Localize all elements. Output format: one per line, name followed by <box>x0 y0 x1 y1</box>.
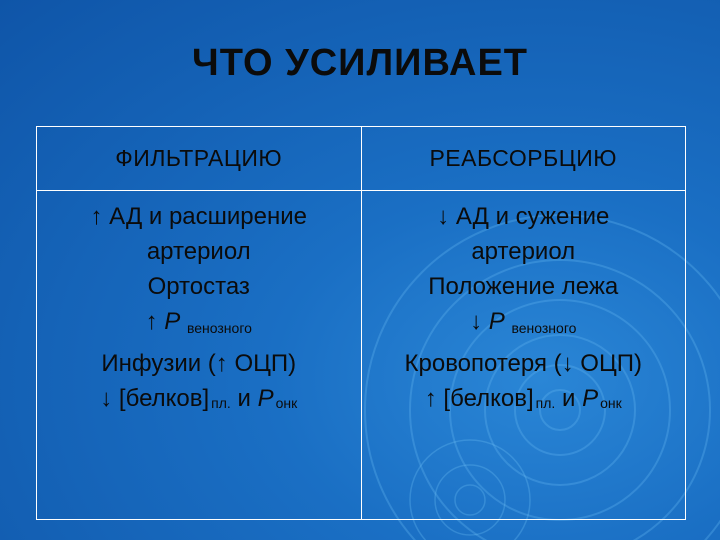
filtration-line-3: Ортостаз <box>147 273 250 300</box>
reabsorption-line-2: артериол <box>471 238 576 265</box>
filtration-line-4 <box>43 304 355 346</box>
reabsorption-line-5: Кровопотеря (↓ ОЦП) <box>404 350 642 377</box>
filtration-cell <box>37 191 362 520</box>
pressure-symbol: Р <box>488 308 505 335</box>
arrow-up: ↑ <box>145 308 165 335</box>
filtration-line-6 <box>43 381 355 421</box>
oncotic-subscript: онк <box>275 395 298 411</box>
arrow-down: ↓ <box>470 308 489 335</box>
reabsorption-cell <box>361 191 686 520</box>
pressure-symbol: Р <box>582 385 599 412</box>
table-body-row <box>37 191 686 520</box>
reabsorption-line-6 <box>368 381 680 421</box>
venous-subscript: венозного <box>186 320 252 336</box>
oncotic-subscript: онк <box>600 395 622 411</box>
slide-title: ЧТО УСИЛИВАЕТ <box>192 42 528 84</box>
reabsorption-line-4 <box>368 304 680 346</box>
filtration-line-2: артериол <box>146 238 251 265</box>
header-filtration: ФИЛЬТРАЦИЮ <box>37 127 362 191</box>
reabsorption-line-3: Положение лежа <box>428 273 619 300</box>
pressure-symbol: Р <box>257 385 274 412</box>
and-text: и <box>230 385 258 412</box>
protein-text: ↓ [белков] <box>100 385 210 412</box>
venous-subscript: венозного <box>511 320 577 336</box>
filtration-line-5: Инфузии (↑ ОЦП) <box>101 350 297 377</box>
and-text: и <box>555 385 583 412</box>
header-reabsorption: РЕАБСОРБЦИЮ <box>361 127 686 191</box>
table-header-row <box>37 127 686 191</box>
plasma-subscript: пл. <box>535 395 556 411</box>
comparison-table <box>36 126 686 520</box>
protein-text: ↑ [белков] <box>424 385 534 412</box>
reabsorption-line-1: ↓ АД и сужение <box>437 203 610 230</box>
filtration-line-1: ↑ АД и расширение <box>90 203 308 230</box>
plasma-subscript: пл. <box>211 395 231 411</box>
pressure-symbol: Р <box>164 308 181 335</box>
